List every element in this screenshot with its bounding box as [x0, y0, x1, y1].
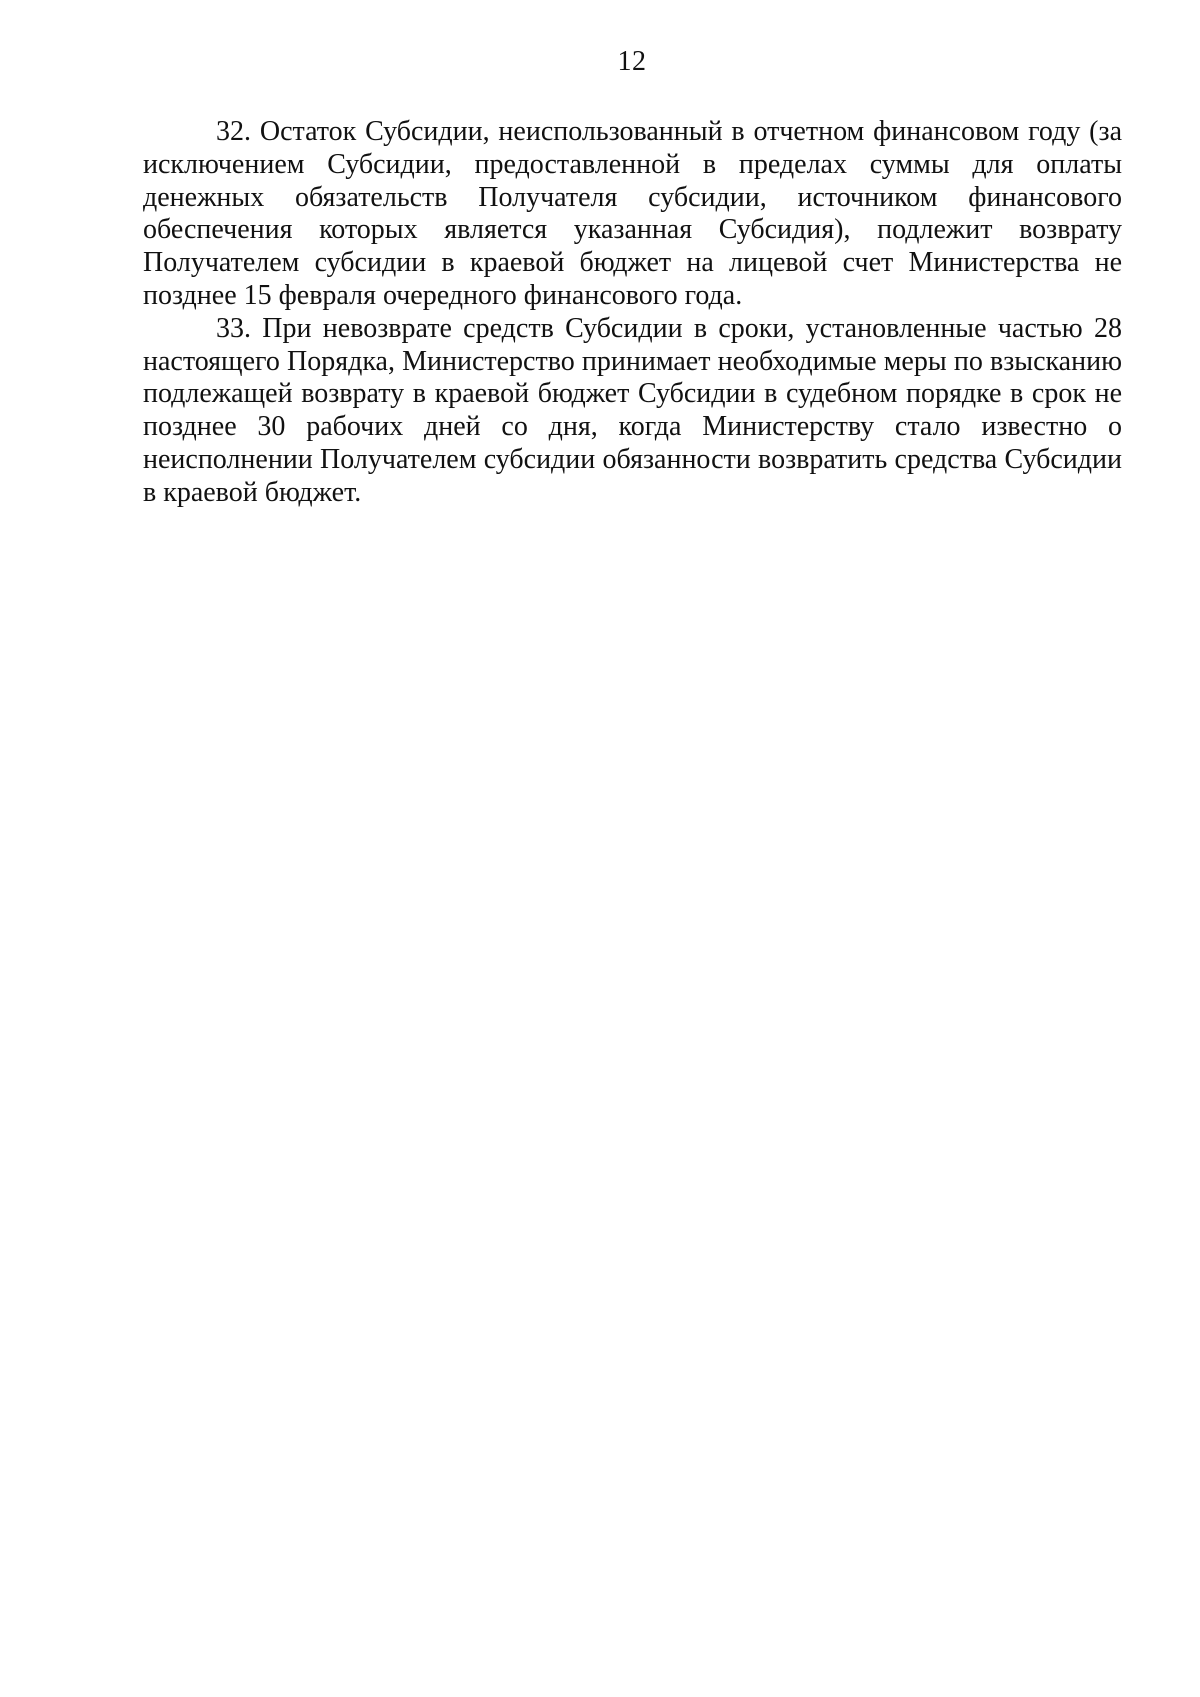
paragraph-33: 33. При невозврате средств Субсидии в сроки, установленные частью 28 настоящего Порядка, Министерство принимает необходимые меры по взысканию подлежащей возврату в краевой бюджет Субсидии в судебном порядке в срок не позднее 30 рабочих дней со дня, когда Министерству стало известно о неисполнении Получателем субсидии обязанности возвратить средства Субсидии в краевой бюджет.	[143, 312, 1122, 508]
document-body	[143, 116, 1122, 510]
page-number: 12	[617, 46, 647, 77]
paragraph-32: 32. Остаток Субсидии, неиспользованный в отчетном финансовом году (за исключением Субсидии, предоставленной в пределах суммы для оплаты денежных обязательств Получателя субсидии, источником финансового обеспечения которых является указанная Субсидия), подлежит возврату Получателем субсидии в краевой бюджет на лицевой счет Министерства не позднее 15 февраля очередного финансового года.	[143, 116, 1122, 311]
